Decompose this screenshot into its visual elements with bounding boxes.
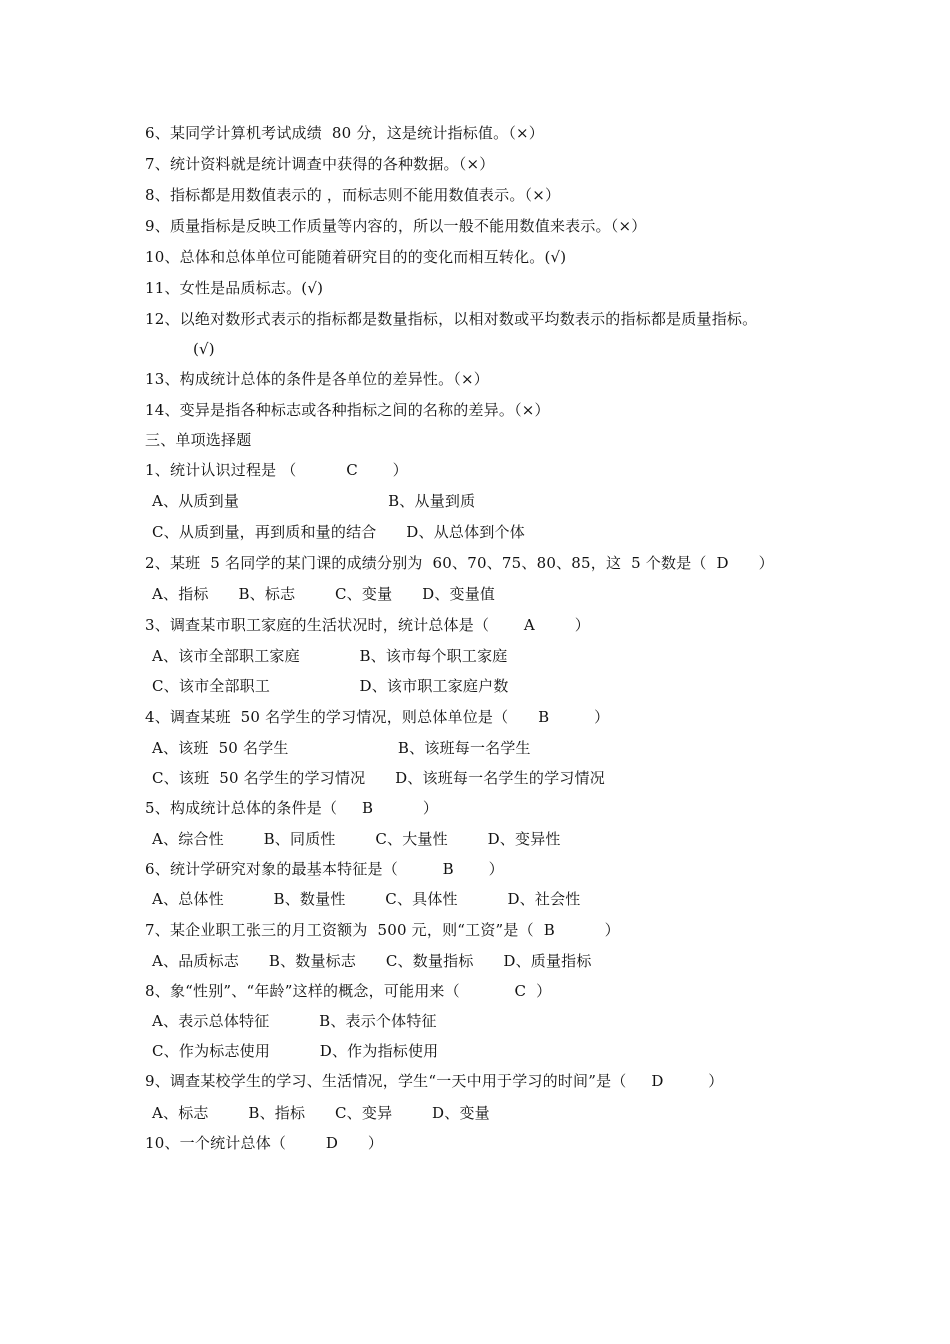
judgement-item-10: 10、总体和总体单位可能随着研究目的的变化而相互转化。(√) xyxy=(145,248,567,266)
question-6-options: A、总体性 B、数量性 C、具体性 D、社会性 xyxy=(152,890,581,908)
judgement-item-14: 14、变异是指各种标志或各种指标之间的名称的差异。（×） xyxy=(145,401,550,419)
question-8-options-cd: C、作为标志使用 D、作为指标使用 xyxy=(152,1042,439,1060)
question-8-options-ab: A、表示总体特征 B、表示个体特征 xyxy=(152,1012,437,1030)
question-5: 5、构成统计总体的条件是（ B ） xyxy=(145,799,439,817)
question-6: 6、统计学研究对象的最基本特征是（ B ） xyxy=(145,860,504,878)
question-4-options-cd: C、该班 50 名学生的学习情况 D、该班每一名学生的学习情况 xyxy=(152,769,605,787)
judgement-item-6: 6、某同学计算机考试成绩 80 分，这是统计指标值。（×） xyxy=(145,124,545,142)
judgement-item-9: 9、质量指标是反映工作质量等内容的，所以一般不能用数值来表示。（×） xyxy=(145,217,647,235)
question-4-options-ab: A、该班 50 名学生 B、该班每一名学生 xyxy=(152,739,531,757)
question-8: 8、象“性别”、“年龄”这样的概念，可能用来（ C ） xyxy=(145,982,552,1000)
judgement-item-13: 13、构成统计总体的条件是各单位的差异性。（×） xyxy=(145,370,489,388)
judgement-item-8: 8、指标都是用数值表示的 ，而标志则不能用数值表示。（×） xyxy=(145,186,561,204)
judgement-item-12-answer: (√) xyxy=(193,340,215,358)
question-1: 1、统计认识过程是 （ C ） xyxy=(145,461,408,479)
question-5-options: A、综合性 B、同质性 C、大量性 D、变异性 xyxy=(152,830,561,848)
question-10: 10、一个统计总体（ D ） xyxy=(145,1134,384,1152)
question-3-options-cd: C、该市全部职工 D、该市职工家庭户数 xyxy=(152,677,509,695)
question-4: 4、调查某班 50 名学生的学习情况，则总体单位是（ B ） xyxy=(145,708,610,726)
question-7-options: A、品质标志 B、数量标志 C、数量指标 D、质量指标 xyxy=(152,952,592,970)
question-2-options: A、指标 B、标志 C、变量 D、变量值 xyxy=(152,585,496,603)
question-2: 2、某班 5 名同学的某门课的成绩分别为 60、70、75、80、85，这 5 个数是（ D ） xyxy=(145,554,774,572)
question-1-options-cd: C、从质到量，再到质和量的结合 D、从总体到个体 xyxy=(152,523,525,541)
question-1-options-ab: A、从质到量 B、从量到质 xyxy=(152,492,476,510)
question-7: 7、某企业职工张三的月工资额为 500 元，则“工资”是（ B ） xyxy=(145,921,620,939)
question-3: 3、调查某市职工家庭的生活状况时，统计总体是（ A ） xyxy=(145,616,590,634)
judgement-item-7: 7、统计资料就是统计调查中获得的各种数据。（×） xyxy=(145,155,495,173)
judgement-item-12: 12、以绝对数形式表示的指标都是数量指标，以相对数或平均数表示的指标都是质量指标。 xyxy=(145,310,758,328)
judgement-item-11: 11、女性是品质标志。(√) xyxy=(145,279,324,297)
section-heading: 三、单项选择题 xyxy=(145,431,252,449)
question-9: 9、调查某校学生的学习、生活情况，学生“一天中用于学习的时间”是（ D ） xyxy=(145,1072,724,1090)
question-3-options-ab: A、该市全部职工家庭 B、该市每个职工家庭 xyxy=(152,647,508,665)
question-9-options: A、标志 B、指标 C、变异 D、变量 xyxy=(152,1104,490,1122)
